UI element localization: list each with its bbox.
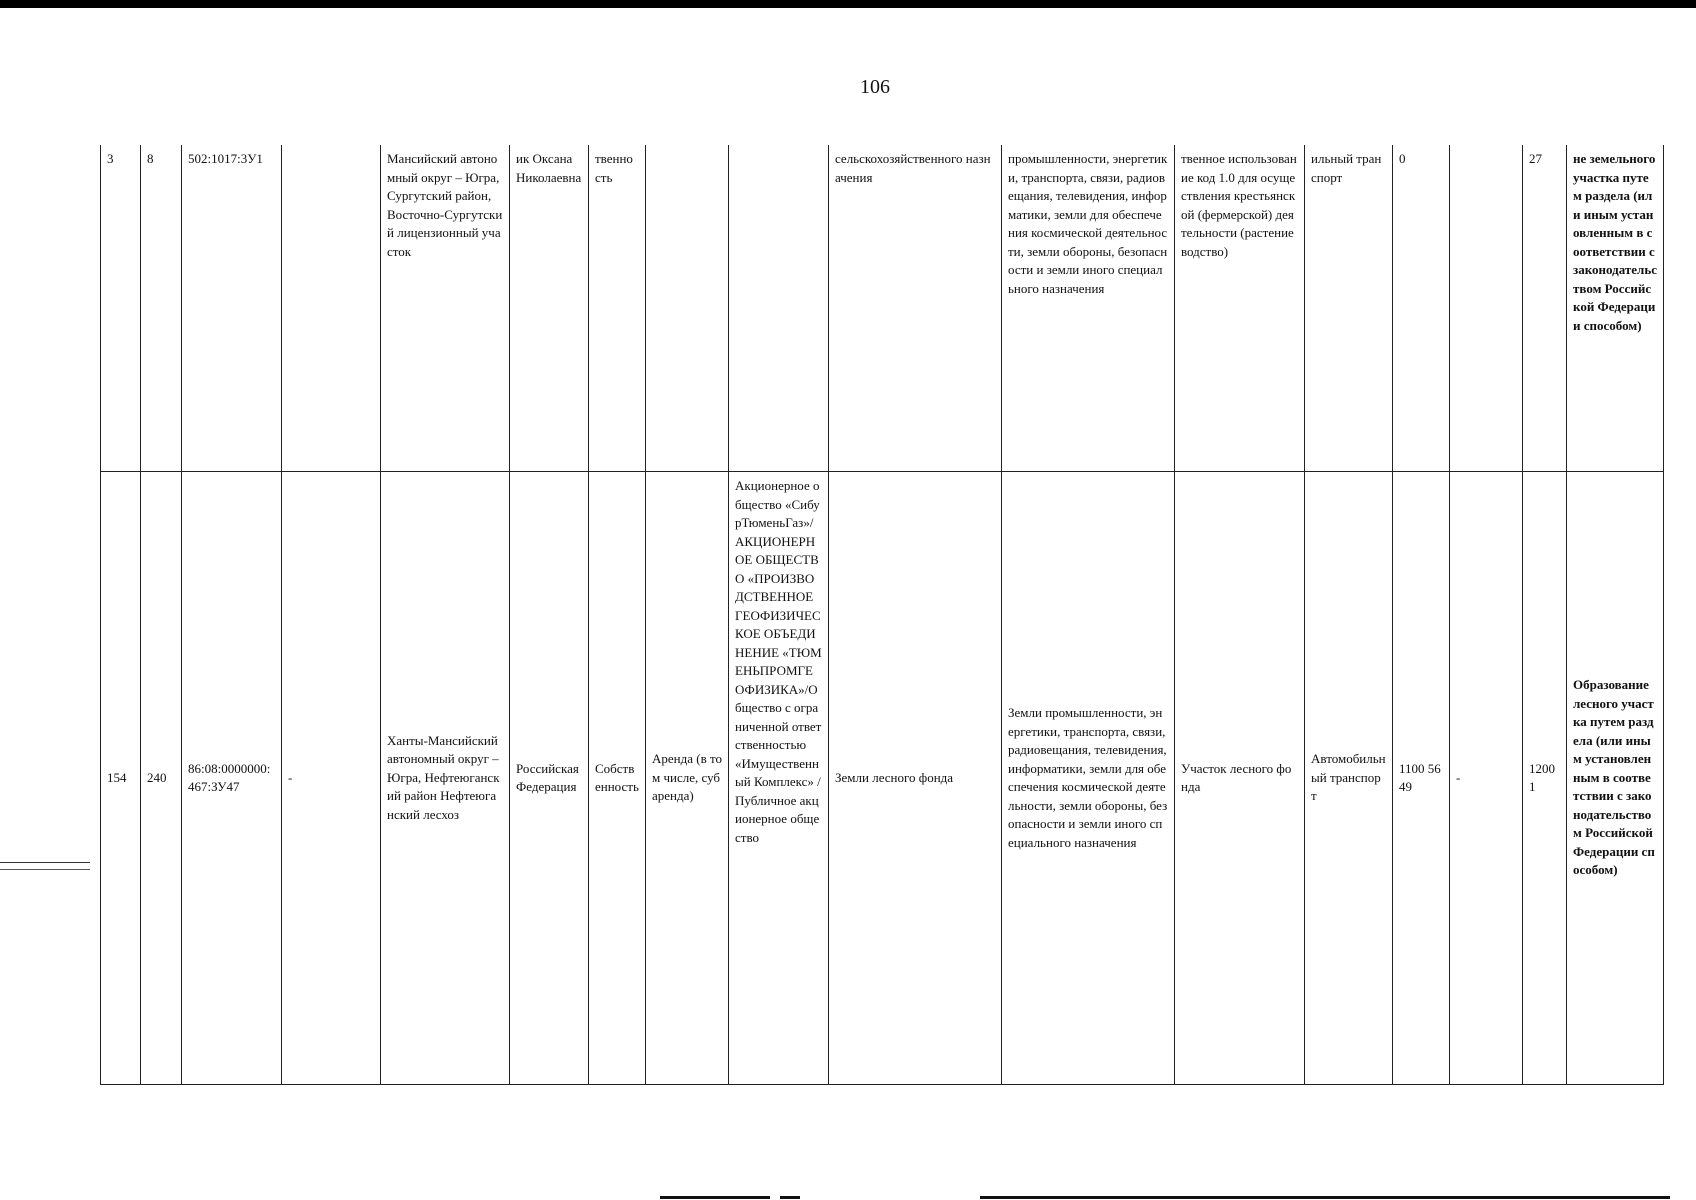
permitted-use-cell: твенное использование код 1.0 для осуществления крестьянской (фермерской) деятельности (растениеводство) [1175,145,1305,472]
right-type-cell: твенность [589,145,646,472]
land-category-cell: Земли лесного фонда [829,472,1002,1085]
area-cell: 0 [1393,145,1450,472]
formation-method-cell: Образование лесного участка путем раздела (или иным установленным в соответствии с законодательством Российской Федерации способом) [1567,472,1664,1085]
area-new-cell: 27 [1523,145,1567,472]
empty-cell [282,145,381,472]
item-number-cell: 8 [141,145,182,472]
new-category-cell: промышленности, энергетики, транспорта, связи, радиовещания, телевидения, информатики, земли для обеспечения космической деятельности, земли обороны, безопасности и земли иного специального назначения [1002,145,1175,472]
bottom-scan-line [980,1196,1670,1199]
item-number-cell: 240 [141,472,182,1085]
dash-cell [1450,145,1523,472]
holder-cell [729,145,829,472]
owner-cell: ик Оксана Николаевна [510,145,589,472]
owner-cell: Российская Федерация [510,472,589,1085]
purpose-cell: ильный транспорт [1305,145,1393,472]
page-number: 106 [860,76,890,98]
land-registry-table [100,145,1664,1085]
encumbrance-cell: Аренда (в том числе, субаренда) [646,472,729,1085]
table-row [101,145,1664,472]
encumbrance-cell [646,145,729,472]
cadastral-number-cell: 86:08:0000000:467:ЗУ47 [182,472,282,1085]
area-cell: 1100 5649 [1393,472,1450,1085]
purpose-cell: Автомобильный транспорт [1305,472,1393,1085]
row-index-cell: 154 [101,472,141,1085]
land-category-cell: сельскохозяйственного назначения [829,145,1002,472]
row-index-cell: 3 [101,145,141,472]
holder-cell: Акционерное общество «СибурТюменьГаз»/ АКЦИОНЕРНОЕ ОБЩЕСТВО «ПРОИЗВОДСТВЕННОЕ ГЕОФИЗИЧЕСКОЕ ОБЪЕДИНЕНИЕ «ТЮМЕНЬПРОМГЕОФИЗИКА»/Общество с ограниченной ответственностью «Имущественный Комплекс» /Публичное акционерное общество [729,472,829,1085]
location-cell: Ханты-Мансийский автономный округ – Югра, Нефтеюганский район Нефтеюганский лесхоз [381,472,510,1085]
area-new-cell: 1200 1 [1523,472,1567,1085]
right-type-cell: Собственность [589,472,646,1085]
dash-cell: - [282,472,381,1085]
location-cell: Мансийский автономный округ – Югра, Сургутский район, Восточно-Сургутский лицензионный участок [381,145,510,472]
bottom-scan-line [660,1196,770,1199]
page-top-border [0,0,1696,8]
bottom-scan-line [780,1196,800,1199]
scan-margin-mark [0,862,90,870]
cadastral-number-cell: 502:1017:3У1 [182,145,282,472]
new-category-cell: Земли промышленности, энергетики, транспорта, связи, радиовещания, телевидения, информатики, земли для обеспечения космической деятельности, земли обороны, безопасности и земли иного специального назначения [1002,472,1175,1085]
dash-cell: - [1450,472,1523,1085]
table-row [101,472,1664,1085]
permitted-use-cell: Участок лесного фонда [1175,472,1305,1085]
formation-method-cell: не земельного участка путем раздела (или иным установленным в соответствии с законодательством Российской Федерации способом) [1567,145,1664,472]
